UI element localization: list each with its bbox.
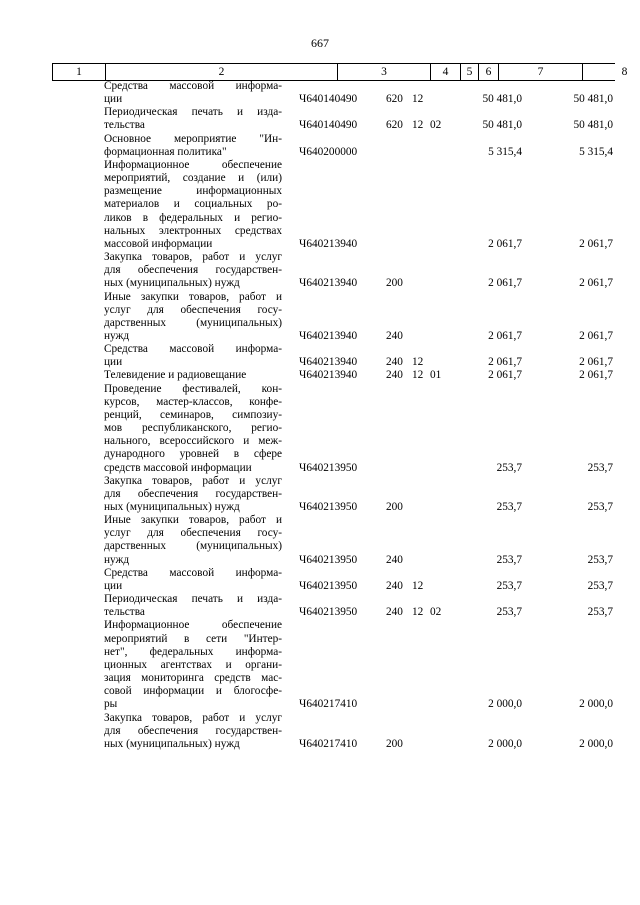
row-amount-2: 2 061,7 [579,277,613,290]
header-col-3: 3 [338,64,431,80]
row-amount-1: 2 061,7 [488,329,522,342]
row-name-line: нужд [104,329,130,342]
row-amount-1: 50 481,0 [482,119,522,132]
row-name-line: ции [104,93,123,106]
table-row [0,712,640,751]
row-name-line: тельства [104,606,145,619]
row-section: 12 [412,606,424,619]
table-row [0,80,640,106]
row-name [104,133,282,159]
row-name-line: для обеспечения государствен- [104,724,282,737]
row-code: Ч640200000 [299,145,358,158]
row-code: Ч640213940 [299,237,358,250]
row-name [104,567,282,593]
row-name-line: тельства [104,119,145,132]
row-name-line: средств массовой информации [104,461,252,474]
row-amount-2: 2 000,0 [579,698,613,711]
row-amount-1: 2 000,0 [488,698,522,711]
row-name-line: нет", федеральных информа- [104,645,282,658]
row-name-line: Средства массовой информа- [104,566,282,579]
row-name-line: ных (муниципальных) нужд [104,277,240,290]
row-name [104,475,282,514]
row-name-line: размещение информационных [104,185,282,198]
row-subsection: 01 [430,369,442,382]
row-amount-1: 5 315,4 [488,145,522,158]
table-row [0,106,640,132]
row-name-line: услуг для обеспечения госу- [104,303,282,316]
row-name-line: нальных электронных средствах [104,224,282,237]
row-name-line: нужд [104,553,130,566]
row-name-line: ции [104,356,123,369]
row-name-line: дународного уровней в сфере [104,448,282,461]
row-name-line: ции [104,579,123,592]
row-code: Ч640213940 [299,369,358,382]
row-name-line: Периодическая печать и изда- [104,593,282,606]
row-expense-type: 240 [386,329,403,342]
row-section: 12 [412,579,424,592]
row-name [104,80,282,106]
row-name [104,514,282,567]
row-section: 12 [412,93,424,106]
row-amount-1: 2 000,0 [488,737,522,750]
row-amount-2: 5 315,4 [579,145,613,158]
row-code: Ч640213940 [299,356,358,369]
row-expense-type: 240 [386,553,403,566]
row-name-line: Иные закупки товаров, работ и [104,290,282,303]
row-amount-2: 2 061,7 [579,369,613,382]
row-name-line: Информационное обеспечение [104,158,282,171]
row-name [104,593,282,619]
row-name-line: для обеспечения государствен- [104,264,282,277]
page-number: 667 [311,36,329,50]
row-name-line: Основное мероприятие "Ин- [104,132,282,145]
row-name-line: Проведение фестивалей, кон- [104,382,282,395]
row-section: 12 [412,356,424,369]
row-amount-2: 253,7 [587,461,613,474]
row-code: Ч640213950 [299,579,358,592]
row-amount-1: 2 061,7 [488,277,522,290]
row-amount-2: 2 061,7 [579,329,613,342]
row-amount-2: 2 061,7 [579,356,613,369]
header-col-8: 8 [583,64,640,80]
row-name [104,343,282,369]
row-code: Ч640213950 [299,501,358,513]
row-name-line: ционных агентствах и органи- [104,658,282,671]
row-subsection: 02 [430,606,442,619]
row-name-line: Закупка товаров, работ и услуг [104,474,282,487]
row-amount-1: 253,7 [496,461,522,474]
row-name-line: Периодическая печать и изда- [104,106,282,119]
row-amount-2: 253,7 [587,579,613,592]
row-amount-2: 253,7 [587,553,613,566]
row-name-line: Закупка товаров, работ и услуг [104,251,282,264]
row-name-line: зация мониторинга средств мас- [104,672,282,685]
table-row [0,133,640,159]
header-col-6: 6 [479,64,499,80]
row-name [104,369,282,382]
row-amount-2: 253,7 [587,606,613,619]
row-code: Ч640213940 [299,277,358,290]
row-section: 12 [412,119,424,132]
row-name-line: Закупка товаров, работ и услуг [104,711,282,724]
table-header [52,63,628,81]
row-expense-type: 240 [386,369,403,382]
row-name-line: Телевидение и радиовещание [104,369,247,382]
row-name-line: курсов, мастер-классов, конфе- [104,395,282,408]
table-row [0,514,640,567]
row-name-line: Средства массовой информа- [104,343,282,356]
header-col-4: 4 [431,64,461,80]
table-row [0,383,640,475]
row-expense-type: 240 [386,356,403,369]
row-amount-1: 2 061,7 [488,356,522,369]
row-name-line: мероприятий в сети "Интер- [104,632,282,645]
table-row [0,251,640,290]
row-amount-1: 253,7 [496,606,522,619]
row-name-line: мероприятий, создание и (или) [104,172,282,185]
row-amount-2: 2 000,0 [579,737,613,750]
header-col-7: 7 [499,64,583,80]
row-name-line: Средства массовой информа- [104,80,282,92]
row-name-line: мов республиканского, регио- [104,422,282,435]
row-name-line: формационная политика" [104,145,227,158]
row-code: Ч640140490 [299,93,358,106]
row-name-line: ных (муниципальных) нужд [104,737,240,750]
row-name-line: массовой информации [104,237,213,250]
row-amount-2: 50 481,0 [573,93,613,106]
row-amount-2: 2 061,7 [579,237,613,250]
row-name-line: услуг для обеспечения госу- [104,527,282,540]
row-name-line: ных (муниципальных) нужд [104,501,240,513]
header-col-5: 5 [461,64,479,80]
row-expense-type: 620 [386,93,403,106]
table-body [0,80,640,751]
row-amount-1: 253,7 [496,579,522,592]
row-name [104,106,282,132]
row-amount-1: 253,7 [496,501,522,513]
row-expense-type: 200 [386,737,403,750]
row-code: Ч640217410 [299,698,358,711]
row-code: Ч640140490 [299,119,358,132]
row-section: 12 [412,369,424,382]
row-amount-1: 2 061,7 [488,237,522,250]
row-code: Ч640213950 [299,461,358,474]
row-expense-type: 200 [386,277,403,290]
row-subsection: 02 [430,119,442,132]
row-name-line: Информационное обеспечение [104,619,282,632]
table-row [0,567,640,593]
row-name-line: ликов в федеральных и регио- [104,211,282,224]
table-row [0,475,640,514]
table-row [0,291,640,344]
row-amount-2: 253,7 [587,501,613,513]
row-code: Ч640213950 [299,606,358,619]
row-name-line: дарственных (муниципальных) [104,316,282,329]
row-name-line: ренций, семинаров, симпозиу- [104,408,282,421]
row-amount-1: 2 061,7 [488,369,522,382]
row-name [104,383,282,475]
row-code: Ч640217410 [299,737,358,750]
row-name-line: ры [104,698,118,711]
row-name [104,619,282,711]
row-amount-1: 50 481,0 [482,93,522,106]
row-name-line: Иные закупки товаров, работ и [104,514,282,527]
header-col-2: 2 [106,64,338,80]
row-name-line: нального, всероссийского и меж- [104,435,282,448]
row-code: Ч640213940 [299,329,358,342]
row-name-line: для обеспечения государствен- [104,487,282,500]
row-name [104,159,282,251]
row-name [104,291,282,344]
table-row [0,343,640,369]
row-expense-type: 240 [386,606,403,619]
row-code: Ч640213950 [299,553,358,566]
row-name-line: совой информации и блогосфе- [104,685,282,698]
row-amount-2: 50 481,0 [573,119,613,132]
row-name-line: материалов и социальных ро- [104,198,282,211]
table-row [0,369,640,382]
row-expense-type: 240 [386,579,403,592]
header-col-1: 1 [53,64,106,80]
row-name [104,251,282,290]
row-name-line: дарственных (муниципальных) [104,540,282,553]
table-row [0,593,640,619]
table-row [0,619,640,711]
row-amount-1: 253,7 [496,553,522,566]
table-row [0,159,640,251]
row-name [104,712,282,751]
row-expense-type: 200 [386,501,403,513]
row-expense-type: 620 [386,119,403,132]
